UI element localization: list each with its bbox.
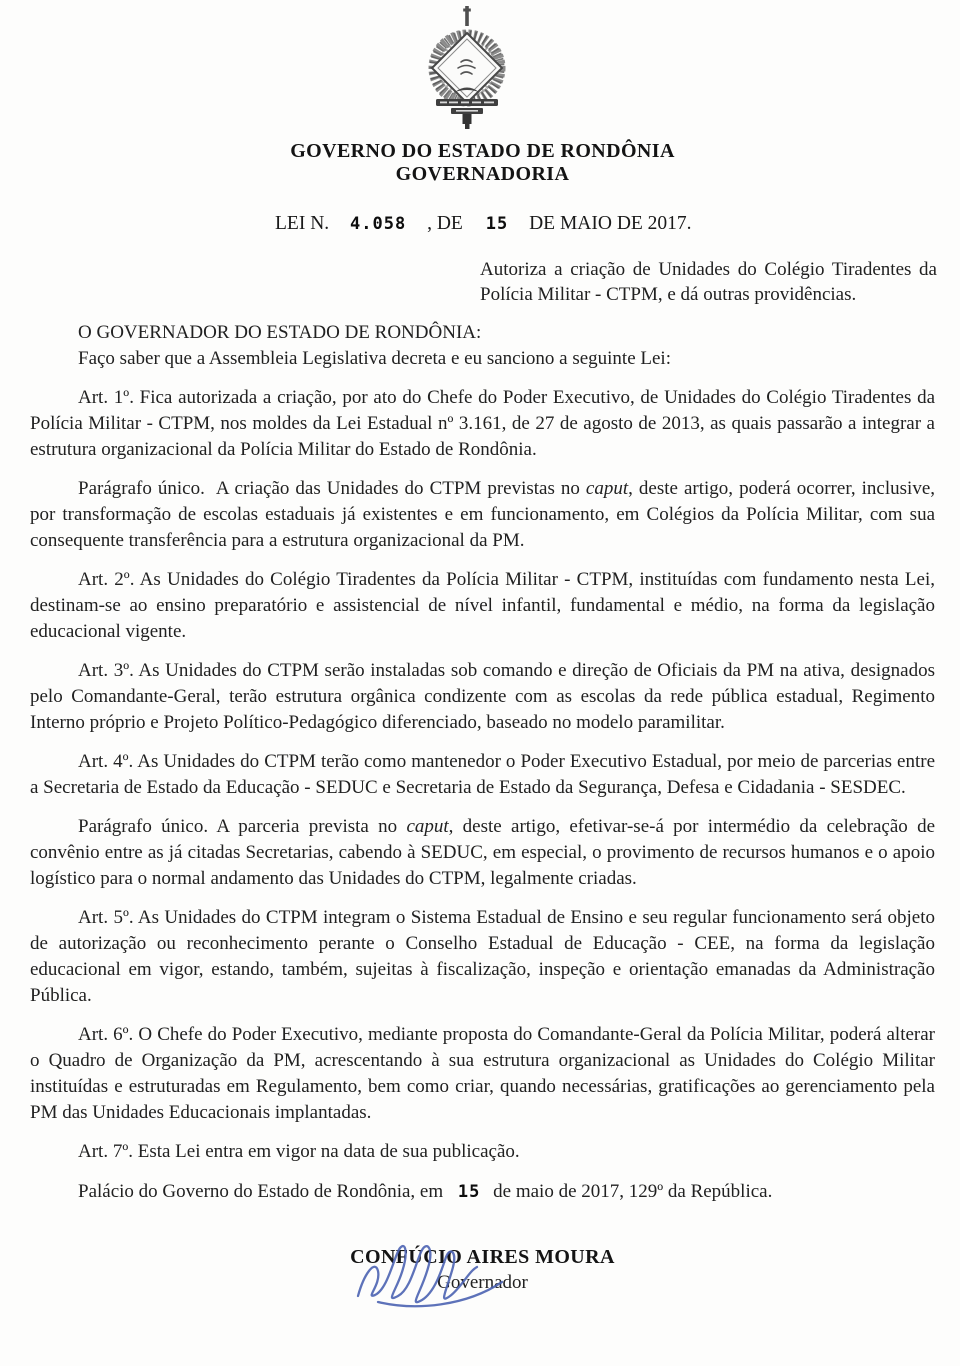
closing-day-typed: 15 bbox=[457, 1182, 481, 1202]
law-epigraph: Autoriza a criação de Unidades do Colégio Tiradentes da Polícia Militar - CTPM, e dá outras providências. bbox=[480, 259, 937, 305]
law-mid: , DE bbox=[427, 213, 463, 234]
law-paragraph: Art. 1º. Fica autorizada a criação, por ato do Chefe do Poder Executivo, de Unidades do Colégio Tiradentes da Polícia Militar - CTPM, nos moldes da Lei Estadual nº 3.161, de 27 de agosto de 2013, as quais passarão a integrar a estrutura organizacional da Polícia Militar do Estado de Rondônia. bbox=[30, 387, 935, 460]
law-prefix: LEI N. bbox=[275, 213, 330, 234]
law-paragraph: Parágrafo único. A parceria prevista no caput, deste artigo, efetivar-se-á por intermédio da celebração de convênio entre as já citadas Secretarias, cabendo à SEDUC, em especial, o provimento de recursos humanos e o apoio logístico para o normal andamento das Unidades do CTPM, legalmente criadas. bbox=[30, 816, 936, 889]
preamble bbox=[30, 320, 935, 372]
law-paragraph: Parágrafo único. A criação das Unidades do CTPM previstas no caput, deste artigo, poderá ocorrer, inclusive, por transformação de escolas estaduais já existentes e em funcionamento, em Colégios da Polícia Militar, com sua consequente transferência para a estrutura organizacional da PM. bbox=[30, 478, 936, 551]
law-paragraph: Art. 2º. As Unidades do Colégio Tiradentes da Polícia Militar - CTPM, instituídas com fundamento nesta Lei, destinam-se ao ensino preparatório e assistencial de nível infantil, fundamental e médio, na forma da legislação educacional vigente. bbox=[30, 569, 935, 642]
emblem-container bbox=[30, 6, 935, 130]
law-paragraph: Art. 5º. As Unidades do CTPM integram o Sistema Estadual de Ensino e seu regular funcionamento será objeto de autorização ou reconhecimento perante o Conselho Estadual de Educação - CEE, na forma da legislação educacional em vigor, estando, também, sujeitas à fiscalização, inspeção e orientação emanadas da Administração Pública. bbox=[30, 907, 935, 1006]
signatory-name: CONFÚCIO AIRES MOURA bbox=[350, 1246, 615, 1268]
law-paragraph: Art. 7º. Esta Lei entra em vigor na data de sua publicação. bbox=[78, 1141, 520, 1162]
signatory-role: Governador bbox=[437, 1272, 528, 1293]
preamble-governor-line: O GOVERNADOR DO ESTADO DE RONDÔNIA: bbox=[78, 322, 482, 343]
rondonia-coat-of-arms-icon bbox=[415, 6, 519, 130]
org-subtitle: GOVERNADORIA bbox=[395, 163, 570, 185]
law-number-typed: 4.058 bbox=[350, 214, 407, 234]
law-body bbox=[30, 385, 935, 1165]
law-day-typed: 15 bbox=[485, 214, 509, 234]
law-rest: DE MAIO DE 2017. bbox=[529, 213, 692, 234]
handwritten-signature bbox=[350, 1238, 526, 1312]
law-number-line bbox=[275, 213, 935, 235]
law-paragraph: Art. 3º. As Unidades do CTPM serão instaladas sob comando e direção de Oficiais da PM na ativa, designados pelo Comandante-Geral, terão estrutura orgânica condizente com as escolas da rede pública estadual, Regimento Interno próprio e Projeto Político-Pedagógico diferenciado, baseado no modelo paramilitar. bbox=[30, 660, 935, 733]
closing-pre: Palácio do Governo do Estado de Rondônia, em bbox=[78, 1181, 444, 1202]
preamble-enactment-line: Faço saber que a Assembleia Legislativa decreta e eu sanciono a seguinte Lei: bbox=[78, 348, 671, 369]
closing-post: de maio de 2017, 129º da República. bbox=[493, 1181, 773, 1202]
law-paragraph: Art. 6º. O Chefe do Poder Executivo, mediante proposta do Comandante-Geral da Polícia Militar, poderá alterar o Quadro de Organização da PM, acrescentando à sua estrutura organizacional as Unidades do Colégio Militar instituídas e estruturadas em Regulamento, bem como criar, quando necessárias, gratificações ao gerenciamento pela PM das Unidades Educacionais implantadas. bbox=[30, 1024, 935, 1123]
closing-line bbox=[30, 1179, 935, 1205]
law-paragraph: Art. 4º. As Unidades do CTPM terão como mantenedor o Poder Executivo Estadual, por meio de parcerias entre a Secretaria de Estado da Educação - SEDUC e Secretaria de Estado da Segurança, Defesa e Cidadania - SESDEC. bbox=[30, 751, 935, 798]
org-title: GOVERNO DO ESTADO DE RONDÔNIA bbox=[290, 140, 675, 162]
